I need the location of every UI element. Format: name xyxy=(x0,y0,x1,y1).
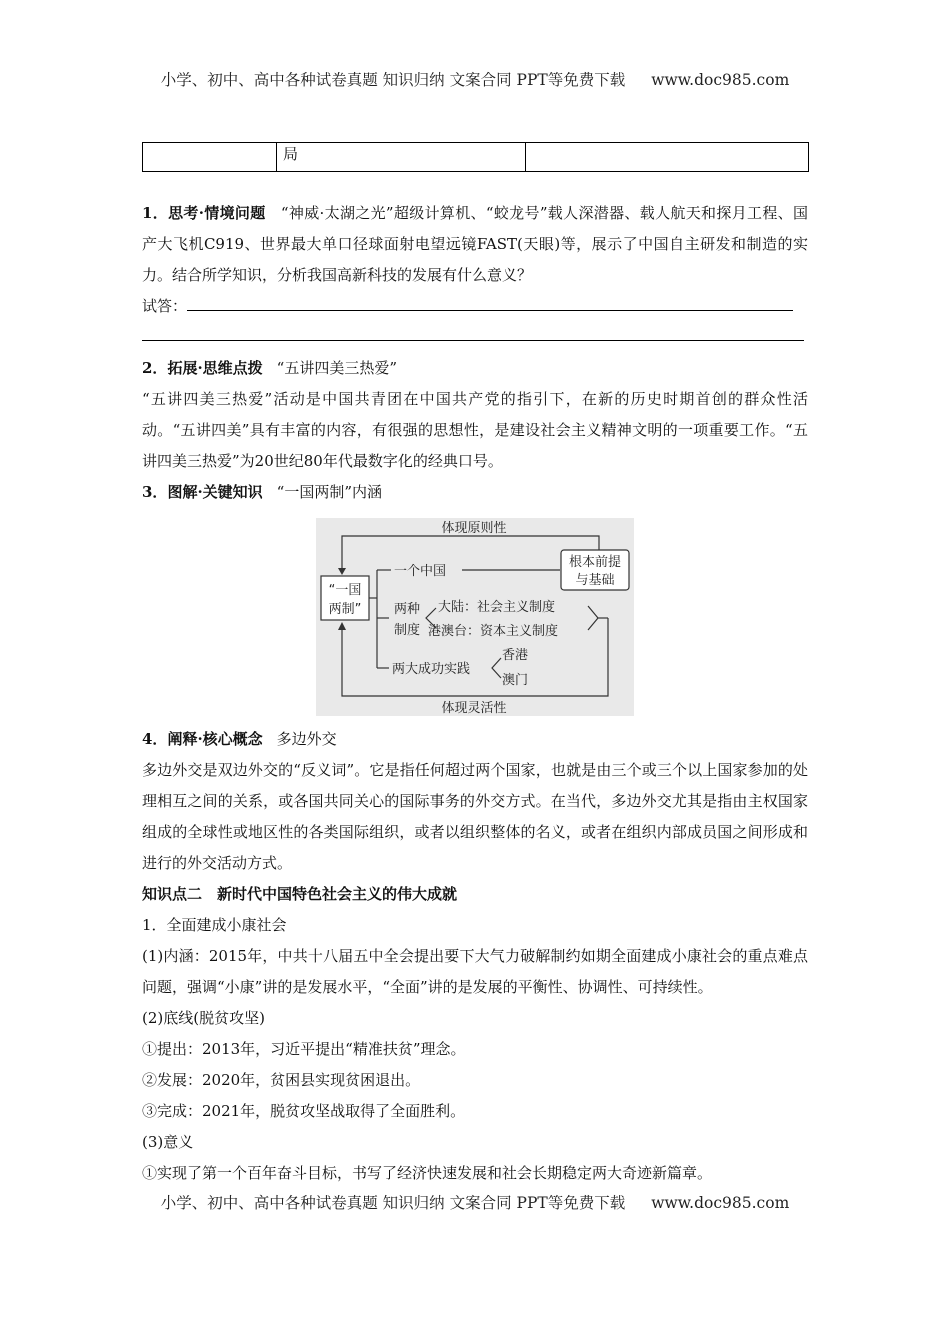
center-line-2: 两制” xyxy=(328,602,362,617)
answer-line xyxy=(142,291,808,322)
answer-blank[interactable] xyxy=(187,293,793,311)
footer-text: 小学、初中、高中各种试卷真题 知识归纳 文案合同 PPT等免费下载 xyxy=(160,1194,626,1212)
section-1-num: 1． xyxy=(142,204,169,222)
section-2-label: 拓展·思维点拨 xyxy=(167,359,263,377)
footer-url[interactable]: www.doc985.com xyxy=(651,1194,790,1212)
center-line-1: “一国 xyxy=(328,583,362,598)
section-1 xyxy=(142,198,808,291)
main-content xyxy=(142,198,808,1189)
section-3-label: 图解·关键知识 xyxy=(167,483,263,501)
page-header xyxy=(0,68,950,90)
dixian-heading: (2)底线(脱贫攻坚) xyxy=(142,1009,265,1027)
label-flexibility: 体现灵活性 xyxy=(441,701,507,716)
answer-blank-2[interactable] xyxy=(142,322,804,341)
page-footer xyxy=(0,1191,950,1213)
section-2-num: 2． xyxy=(142,359,168,377)
yiyi-heading: (3)意义 xyxy=(142,1133,194,1151)
section-2-title: “五讲四美三热爱” xyxy=(276,359,398,377)
label-principle: 体现原则性 xyxy=(441,521,507,536)
section-4-num: 4． xyxy=(142,730,168,748)
section-3-heading xyxy=(142,477,808,508)
section-4-text: 多边外交是双边外交的“反义词”。它是指任何超过两个国家，也就是由三个或三个以上国家参加的处理相互之间的关系，或各国共同关心的国际事务的外交方式。在当代，多边外交尤其是指由主权国家组成的全球性或地区性的各类国际组织，或者以组织整体的名义，或者在组织内部成员国之间形成和进行的外交活动方式。 xyxy=(142,761,808,872)
section-4-title: 多边外交 xyxy=(276,730,337,748)
node-two-systems-1: 两种 xyxy=(394,602,421,617)
yiyi-item-1: ①实现了第一个百年奋斗目标，书写了经济快速发展和社会长期稳定两大奇迹新篇章。 xyxy=(142,1164,713,1182)
section-1-text: “神威·太湖之光”超级计算机、“蛟龙号”载人深潜器、载人航天和探月工程、国产大飞机C919、世界最大单口径球面射电望远镜FAST(天眼)等，展示了中国自主研发和制造的实力。结合所学知识，分析我国高新科技的发展有什么意义？ xyxy=(142,204,808,284)
dixian-item-2: ②发展：2020年，贫困县实现贫困退出。 xyxy=(142,1071,421,1089)
node-two-systems-2: 制度 xyxy=(394,623,421,638)
one-country-two-systems-diagram xyxy=(316,518,634,716)
header-url[interactable]: www.doc985.com xyxy=(651,71,790,89)
answer-label: 试答： xyxy=(142,297,188,315)
table-cell: 局 xyxy=(277,143,526,172)
node-hongkong: 香港 xyxy=(502,648,529,663)
section-1-label: 思考·情境问题 xyxy=(168,204,266,222)
section-2-heading xyxy=(142,353,808,384)
table-cell xyxy=(526,143,809,172)
neihan-paragraph: (1)内涵：2015年，中共十八届五中全会提出要下大气力破解制约如期全面建成小康社会的重点难点问题，强调“小康”讲的是发展水平，“全面”讲的是发展的平衡性、协调性、可持续性。 xyxy=(142,947,808,996)
node-hk-macau-tw: 港澳台：资本主义制度 xyxy=(428,624,559,639)
knowledge-point-2-title: 知识点二 新时代中国特色社会主义的伟大成就 xyxy=(142,885,458,903)
node-practice: 两大成功实践 xyxy=(392,662,471,677)
header-text: 小学、初中、高中各种试卷真题 知识归纳 文案合同 PPT等免费下载 xyxy=(160,71,626,89)
dixian-item-1: ①提出：2013年，习近平提出“精准扶贫”理念。 xyxy=(142,1040,466,1058)
section-4-label: 阐释·核心概念 xyxy=(167,730,263,748)
node-one-china: 一个中国 xyxy=(394,564,447,579)
table-cell xyxy=(143,143,277,172)
dixian-item-3: ③完成：2021年，脱贫攻坚战取得了全面胜利。 xyxy=(142,1102,466,1120)
kp2-item-1-title: 1．全面建成小康社会 xyxy=(142,916,287,934)
basis-line-1: 根本前提 xyxy=(568,555,622,570)
node-mainland: 大陆：社会主义制度 xyxy=(438,600,556,615)
section-2-text: “五讲四美三热爱”活动是中国共青团在中国共产党的指引下，在新的历史时期首创的群众性活动。“五讲四美”具有丰富的内容，有很强的思想性，是建设社会主义精神文明的一项重要工作。“五讲四美三热爱”为20世纪80年代最数字化的经典口号。 xyxy=(142,390,808,470)
section-4-heading xyxy=(142,724,808,755)
basis-line-2: 与基础 xyxy=(575,573,615,588)
section-3-num: 3． xyxy=(142,483,168,501)
top-table-fragment xyxy=(142,142,809,172)
node-macau: 澳门 xyxy=(502,673,529,688)
section-3-title: “一国两制”内涵 xyxy=(276,483,383,501)
